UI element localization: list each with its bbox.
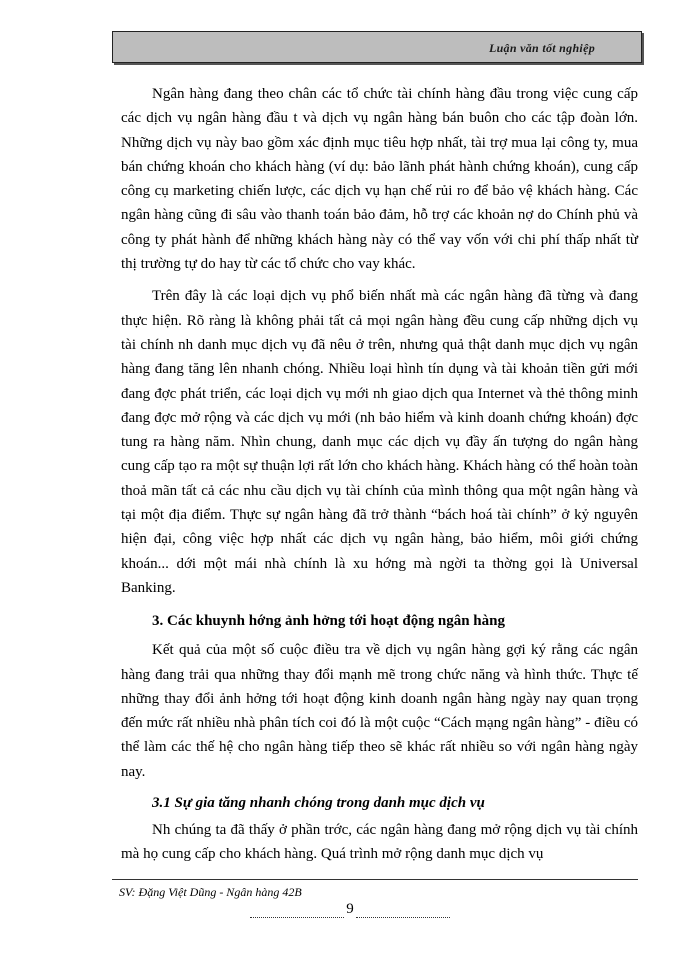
document-body (121, 82, 638, 867)
paragraph-3: Kết quả của một số cuộc điều tra về dịch vụ ngân hàng gợi ký rằng các ngân hàng đang trải qua những thay đổi mạnh mẽ trong chức năng và hình thức. Thực tế những thay đổi ảnh hởng tới hoạt động kinh doanh ngân hàng ngày nay quan trọng đến mức rất nhiều nhà phân tích coi đó là một cuộc “Cách mạng ngân hàng” - điều có thể làm các thế hệ cho ngân hàng tiếp theo sẽ khác rất nhiều so với ngân hàng ngày nay. (121, 642, 638, 780)
header-title: Luận văn tốt nghiệp (488, 41, 595, 55)
paragraph-1: Ngân hàng đang theo chân các tổ chức tài chính hàng đầu trong việc cung cấp các dịch vụ ngân hàng đầu t và dịch vụ ngân hàng bán buôn cho các tập đoàn lớn. Những dịch vụ này bao gồm xác định mục tiêu hợp nhất, tài trợ mua lại công ty, mua bán chứng khoán cho khách hàng (ví dụ: bảo lãnh phát hành chứng khoán), cung cấp công cụ marketing chiến lược, các dịch vụ hạn chế rủi ro để bảo vệ khách hàng. Các ngân hàng cũng đi sâu vào thanh toán bảo đảm, hỗ trợ các khoản nợ do Chính phủ và công ty phát hành để những khách hàng này có thể vay vốn với chi phí thấp nhất từ thị trường tự do hay từ các tổ chức cho vay khác. (121, 86, 638, 273)
page-number: 9 (346, 901, 354, 917)
section-heading-3: 3. Các khuynh hớng ảnh hởng tới hoạt động ngân hàng (152, 613, 505, 630)
header-band (112, 31, 642, 63)
paragraph-2: Trên đây là các loại dịch vụ phổ biến nhất mà các ngân hàng đã từng và đang thực hiện. Rõ ràng là không phải tất cả mọi ngân hàng đều cung cấp những dịch vụ tài chính nh danh mục dịch vụ đã nêu ở trên, nhưng quả thật danh mục dịch vụ ngân hàng đang tăng lên nhanh chóng. Nhiều loại hình tín dụng và tài khoản tiền gửi mới đang đợc phát triển, các loại dịch vụ mới nh giao dịch qua Internet và thẻ thông minh đang đợc mở rộng và các dịch vụ mới (nh bảo hiểm và kinh doanh chứng khoán) đợc tung ra hàng năm. Nhìn chung, danh mục các dịch vụ đầy ấn tượng do ngân hàng cung cấp tạo ra một sự thuận lợi rất lớn cho khách hàng. Khách hàng có thể hoàn toàn thoả mãn tất cả các nhu cầu dịch vụ tài chính của mình thông qua một ngân hàng và tại một địa điểm. Thực sự ngân hàng đã trở thành “bách hoá tài chính” ở kỷ nguyên hiện đại, công việc hợp nhất các dịch vụ ngân hàng, bảo hiểm, môi giới chứng khoán... dới một mái nhà chính là xu hớng mà ngời ta thờng gọi là Universal Banking. (121, 288, 638, 596)
dotted-leader-left (250, 905, 344, 918)
page-number-row (250, 898, 450, 918)
subsection-heading-3-1: 3.1 Sự gia tăng nhanh chóng trong danh mục dịch vụ (152, 795, 485, 812)
paragraph-4: Nh chúng ta đã thấy ở phần trớc, các ngân hàng đang mở rộng dịch vụ tài chính mà họ cung cấp cho khách hàng. Quá trình mở rộng danh mục dịch vụ (121, 822, 638, 863)
dotted-leader-right (356, 905, 450, 918)
footer-author: SV: Đặng Việt Dũng - Ngân hàng 42B (119, 885, 302, 899)
footer-rule (112, 879, 638, 880)
